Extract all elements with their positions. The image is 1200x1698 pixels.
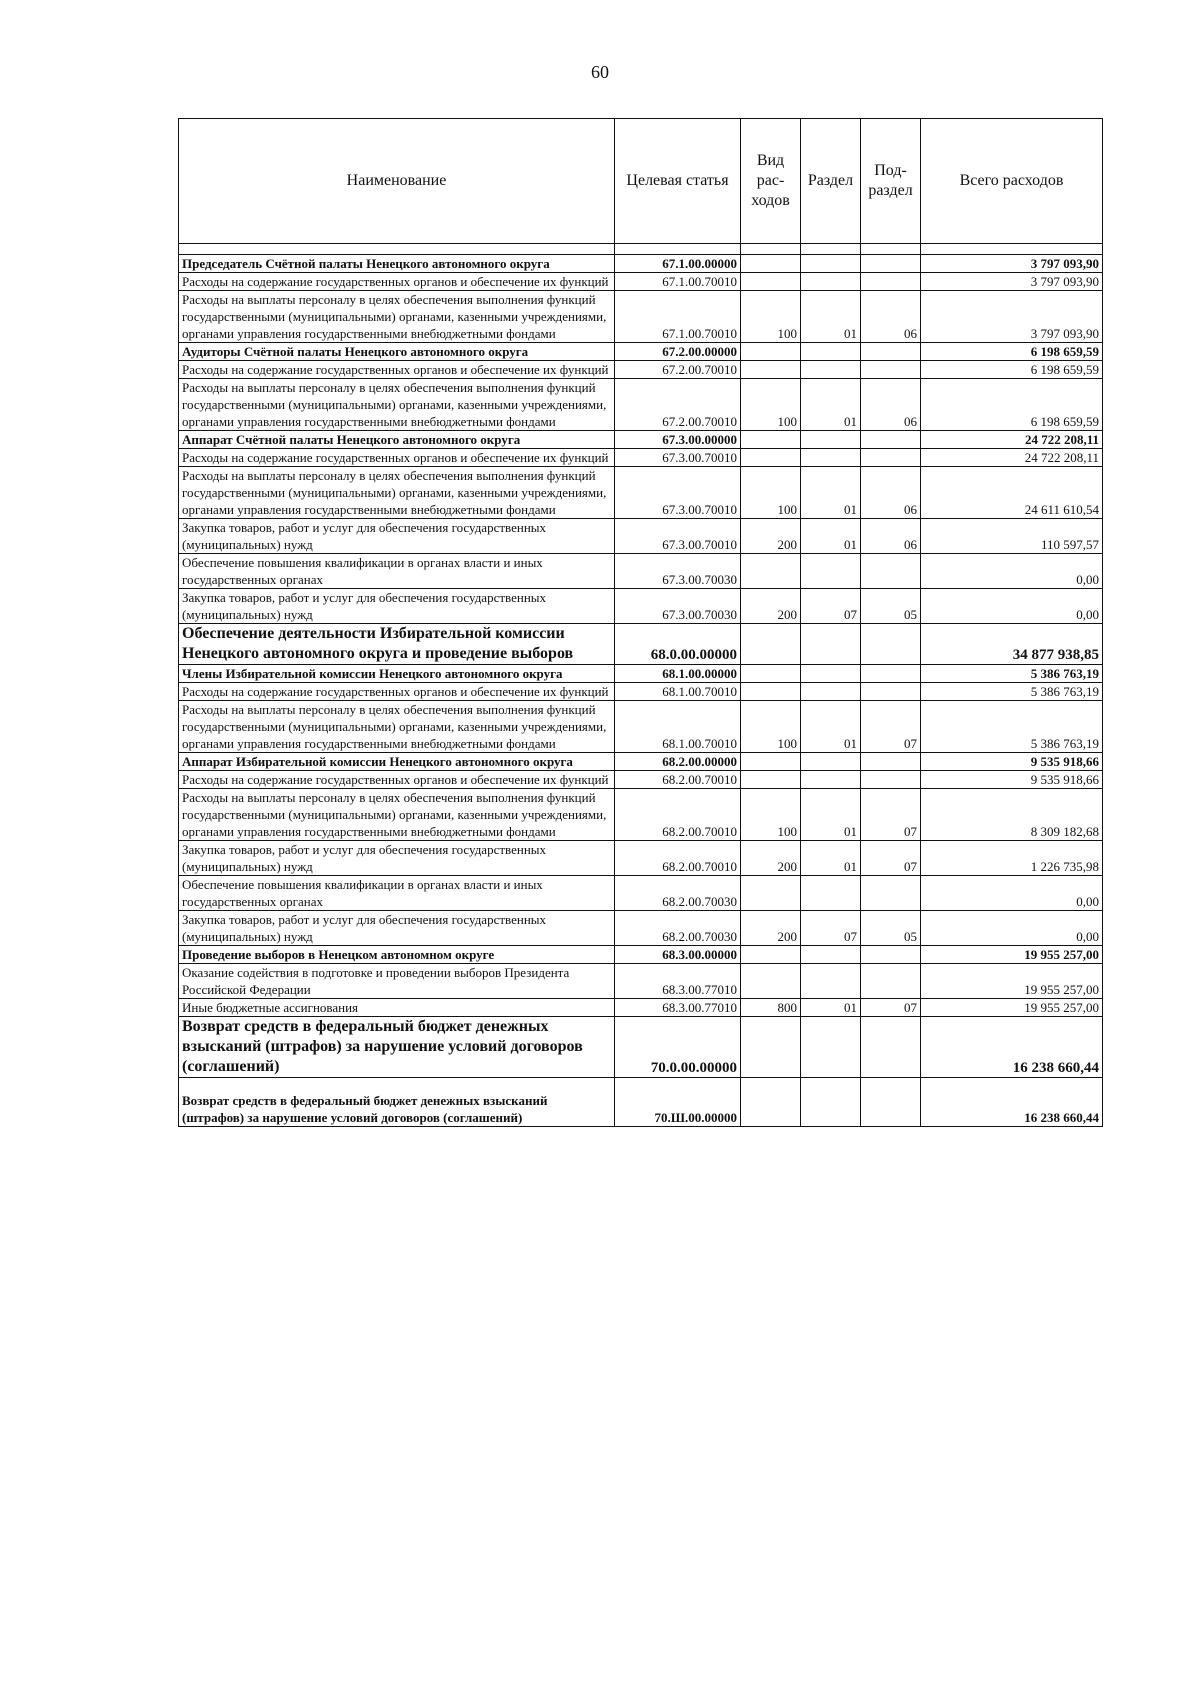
row-section: 01	[801, 467, 861, 519]
row-section	[801, 361, 861, 379]
table-row	[179, 1078, 1103, 1127]
row-target-article: 68.2.00.70010	[615, 841, 741, 876]
row-subsection	[861, 1078, 921, 1127]
table-row	[179, 683, 1103, 701]
row-name: Проведение выборов в Ненецком автономном округе	[179, 946, 615, 964]
row-subsection	[861, 683, 921, 701]
row-target-article: 67.3.00.70030	[615, 589, 741, 624]
row-target-article: 68.2.00.70030	[615, 911, 741, 946]
row-name: Закупка товаров, работ и услуг для обеспечения государственных (муниципальных) нужд	[179, 589, 615, 624]
row-section: 01	[801, 999, 861, 1017]
row-section	[801, 343, 861, 361]
row-target-article: 68.2.00.00000	[615, 753, 741, 771]
row-expense-type: 100	[741, 701, 801, 753]
row-total: 19 955 257,00	[921, 946, 1103, 964]
row-section	[801, 964, 861, 999]
row-name: Обеспечение повышения квалификации в органах власти и иных государственных органах	[179, 876, 615, 911]
row-expense-type	[741, 343, 801, 361]
row-subsection: 07	[861, 789, 921, 841]
row-subsection: 05	[861, 589, 921, 624]
row-subsection	[861, 946, 921, 964]
table-row	[179, 789, 1103, 841]
row-expense-type: 200	[741, 589, 801, 624]
row-section	[801, 273, 861, 291]
row-expense-type: 100	[741, 379, 801, 431]
row-name: Закупка товаров, работ и услуг для обеспечения государственных (муниципальных) нужд	[179, 841, 615, 876]
row-expense-type: 100	[741, 291, 801, 343]
row-name: Закупка товаров, работ и услуг для обеспечения государственных (муниципальных) нужд	[179, 911, 615, 946]
row-total: 24 722 208,11	[921, 431, 1103, 449]
row-name: Обеспечение повышения квалификации в органах власти и иных государственных органах	[179, 554, 615, 589]
row-section	[801, 946, 861, 964]
row-expense-type	[741, 946, 801, 964]
row-section	[801, 255, 861, 273]
row-section	[801, 771, 861, 789]
row-target-article: 68.2.00.70030	[615, 876, 741, 911]
row-section	[801, 753, 861, 771]
row-section: 01	[801, 379, 861, 431]
row-subsection	[861, 964, 921, 999]
table-row	[179, 273, 1103, 291]
row-name: Расходы на выплаты персоналу в целях обеспечения выполнения функций государственными (муниципальными) органами, казенными учреждениями, органами управления государственными внебюджетными фондами	[179, 789, 615, 841]
budget-table	[178, 118, 1103, 1127]
row-name: Возврат средств в федеральный бюджет денежных взысканий (штрафов) за нарушение условий договоров (соглашений)	[179, 1017, 615, 1078]
row-section: 01	[801, 789, 861, 841]
row-subsection	[861, 361, 921, 379]
table-row	[179, 841, 1103, 876]
row-target-article: 67.3.00.70010	[615, 467, 741, 519]
row-section: 07	[801, 911, 861, 946]
row-subsection	[861, 1017, 921, 1078]
row-total: 0,00	[921, 876, 1103, 911]
row-target-article: 67.1.00.00000	[615, 255, 741, 273]
row-total: 5 386 763,19	[921, 683, 1103, 701]
row-total: 24 722 208,11	[921, 449, 1103, 467]
row-total: 6 198 659,59	[921, 379, 1103, 431]
row-subsection	[861, 771, 921, 789]
row-subsection	[861, 876, 921, 911]
col-header-total: Всего расходов	[921, 119, 1103, 244]
row-expense-type: 800	[741, 999, 801, 1017]
row-target-article: 68.3.00.00000	[615, 946, 741, 964]
row-total: 6 198 659,59	[921, 343, 1103, 361]
row-expense-type	[741, 1078, 801, 1127]
row-total: 0,00	[921, 554, 1103, 589]
col-header-subsection: Под- раздел	[861, 119, 921, 244]
row-total: 19 955 257,00	[921, 964, 1103, 999]
row-target-article: 67.2.00.70010	[615, 379, 741, 431]
table-row	[179, 701, 1103, 753]
row-expense-type: 200	[741, 519, 801, 554]
row-target-article: 68.3.00.77010	[615, 964, 741, 999]
table-row	[179, 1017, 1103, 1078]
table-row	[179, 624, 1103, 665]
row-subsection	[861, 449, 921, 467]
header-spacer-row	[179, 244, 1103, 255]
row-subsection: 06	[861, 467, 921, 519]
col-header-name: Наименование	[179, 119, 615, 244]
row-total: 9 535 918,66	[921, 753, 1103, 771]
page-number: 60	[591, 62, 609, 82]
row-expense-type: 200	[741, 841, 801, 876]
col-header-expense-type: Вид рас- ходов	[741, 119, 801, 244]
row-target-article: 67.1.00.70010	[615, 273, 741, 291]
row-total: 16 238 660,44	[921, 1078, 1103, 1127]
row-total: 19 955 257,00	[921, 999, 1103, 1017]
row-total: 16 238 660,44	[921, 1017, 1103, 1078]
table-row	[179, 911, 1103, 946]
table-row	[179, 255, 1103, 273]
table-row	[179, 379, 1103, 431]
table-row	[179, 753, 1103, 771]
row-target-article: 68.1.00.00000	[615, 665, 741, 683]
row-target-article: 67.2.00.70010	[615, 361, 741, 379]
table-row	[179, 876, 1103, 911]
row-target-article: 67.3.00.70030	[615, 554, 741, 589]
row-subsection: 07	[861, 999, 921, 1017]
row-section	[801, 665, 861, 683]
row-expense-type	[741, 273, 801, 291]
row-target-article: 67.3.00.70010	[615, 449, 741, 467]
row-target-article: 70.Ш.00.00000	[615, 1078, 741, 1127]
row-name: Аппарат Счётной палаты Ненецкого автономного округа	[179, 431, 615, 449]
row-name: Аудиторы Счётной палаты Ненецкого автономного округа	[179, 343, 615, 361]
row-target-article: 67.2.00.00000	[615, 343, 741, 361]
row-name: Расходы на содержание государственных органов и обеспечение их функций	[179, 449, 615, 467]
row-total: 9 535 918,66	[921, 771, 1103, 789]
row-target-article: 68.0.00.00000	[615, 624, 741, 665]
row-name: Председатель Счётной палаты Ненецкого автономного округа	[179, 255, 615, 273]
row-expense-type: 100	[741, 467, 801, 519]
table-row	[179, 449, 1103, 467]
table-row	[179, 946, 1103, 964]
row-total: 3 797 093,90	[921, 255, 1103, 273]
table-row	[179, 554, 1103, 589]
row-name: Расходы на выплаты персоналу в целях обеспечения выполнения функций государственными (муниципальными) органами, казенными учреждениями, органами управления государственными внебюджетными фондами	[179, 379, 615, 431]
table-row	[179, 519, 1103, 554]
row-expense-type	[741, 665, 801, 683]
row-name: Расходы на содержание государственных органов и обеспечение их функций	[179, 683, 615, 701]
row-total: 3 797 093,90	[921, 273, 1103, 291]
table-row	[179, 291, 1103, 343]
row-subsection	[861, 665, 921, 683]
table-body	[179, 255, 1103, 1127]
row-target-article: 68.1.00.70010	[615, 701, 741, 753]
row-total: 0,00	[921, 589, 1103, 624]
row-name: Члены Избирательной комиссии Ненецкого автономного округа	[179, 665, 615, 683]
row-section	[801, 554, 861, 589]
row-expense-type	[741, 624, 801, 665]
table-row	[179, 771, 1103, 789]
row-name: Аппарат Избирательной комиссии Ненецкого автономного округа	[179, 753, 615, 771]
table-row	[179, 467, 1103, 519]
row-name: Иные бюджетные ассигнования	[179, 999, 615, 1017]
row-expense-type	[741, 554, 801, 589]
row-subsection	[861, 255, 921, 273]
row-target-article: 67.3.00.00000	[615, 431, 741, 449]
row-subsection	[861, 624, 921, 665]
row-section	[801, 449, 861, 467]
row-expense-type	[741, 876, 801, 911]
row-expense-type	[741, 449, 801, 467]
row-total: 3 797 093,90	[921, 291, 1103, 343]
row-total: 1 226 735,98	[921, 841, 1103, 876]
row-target-article: 68.2.00.70010	[615, 771, 741, 789]
row-name: Возврат средств в федеральный бюджет денежных взысканий (штрафов) за нарушение условий договоров (соглашений)	[179, 1078, 615, 1127]
row-subsection	[861, 554, 921, 589]
row-name: Закупка товаров, работ и услуг для обеспечения государственных (муниципальных) нужд	[179, 519, 615, 554]
row-section: 01	[801, 291, 861, 343]
col-header-target-article: Целевая статья	[615, 119, 741, 244]
row-expense-type: 100	[741, 789, 801, 841]
col-header-section: Раздел	[801, 119, 861, 244]
row-target-article: 68.2.00.70010	[615, 789, 741, 841]
row-section: 01	[801, 841, 861, 876]
row-section	[801, 1017, 861, 1078]
row-target-article: 67.1.00.70010	[615, 291, 741, 343]
row-name: Расходы на содержание государственных органов и обеспечение их функций	[179, 273, 615, 291]
row-subsection: 06	[861, 291, 921, 343]
row-expense-type: 200	[741, 911, 801, 946]
row-expense-type	[741, 683, 801, 701]
row-section: 01	[801, 519, 861, 554]
row-subsection: 06	[861, 379, 921, 431]
row-section	[801, 624, 861, 665]
row-total: 5 386 763,19	[921, 665, 1103, 683]
row-section: 07	[801, 589, 861, 624]
row-subsection	[861, 431, 921, 449]
row-target-article: 68.3.00.77010	[615, 999, 741, 1017]
row-subsection: 05	[861, 911, 921, 946]
table-row	[179, 361, 1103, 379]
row-subsection: 06	[861, 519, 921, 554]
row-expense-type	[741, 255, 801, 273]
row-name: Расходы на содержание государственных органов и обеспечение их функций	[179, 771, 615, 789]
row-total: 0,00	[921, 911, 1103, 946]
row-name: Оказание содействия в подготовке и проведении выборов Президента Российской Федерации	[179, 964, 615, 999]
row-target-article: 67.3.00.70010	[615, 519, 741, 554]
row-section	[801, 1078, 861, 1127]
row-expense-type	[741, 1017, 801, 1078]
row-total: 8 309 182,68	[921, 789, 1103, 841]
row-expense-type	[741, 431, 801, 449]
table-header	[179, 119, 1103, 255]
row-name: Расходы на выплаты персоналу в целях обеспечения выполнения функций государственными (муниципальными) органами, казенными учреждениями, органами управления государственными внебюджетными фондами	[179, 291, 615, 343]
row-subsection: 07	[861, 841, 921, 876]
table-row	[179, 665, 1103, 683]
row-name: Расходы на содержание государственных органов и обеспечение их функций	[179, 361, 615, 379]
table-row	[179, 431, 1103, 449]
row-subsection	[861, 753, 921, 771]
table-row	[179, 964, 1103, 999]
table-row	[179, 589, 1103, 624]
row-total: 110 597,57	[921, 519, 1103, 554]
row-total: 24 611 610,54	[921, 467, 1103, 519]
row-expense-type	[741, 771, 801, 789]
row-total: 6 198 659,59	[921, 361, 1103, 379]
row-expense-type	[741, 361, 801, 379]
row-section	[801, 683, 861, 701]
row-subsection	[861, 343, 921, 361]
row-expense-type	[741, 753, 801, 771]
row-total: 5 386 763,19	[921, 701, 1103, 753]
row-section: 01	[801, 701, 861, 753]
row-name: Расходы на выплаты персоналу в целях обеспечения выполнения функций государственными (муниципальными) органами, казенными учреждениями, органами управления государственными внебюджетными фондами	[179, 467, 615, 519]
table-row	[179, 343, 1103, 361]
row-section	[801, 431, 861, 449]
row-total: 34 877 938,85	[921, 624, 1103, 665]
row-subsection: 07	[861, 701, 921, 753]
table-row	[179, 999, 1103, 1017]
row-section	[801, 876, 861, 911]
row-target-article: 70.0.00.00000	[615, 1017, 741, 1078]
row-subsection	[861, 273, 921, 291]
row-expense-type	[741, 964, 801, 999]
row-name: Расходы на выплаты персоналу в целях обеспечения выполнения функций государственными (муниципальными) органами, казенными учреждениями, органами управления государственными внебюджетными фондами	[179, 701, 615, 753]
row-name: Обеспечение деятельности Избирательной комиссии Ненецкого автономного округа и проведение выборов	[179, 624, 615, 665]
row-target-article: 68.1.00.70010	[615, 683, 741, 701]
